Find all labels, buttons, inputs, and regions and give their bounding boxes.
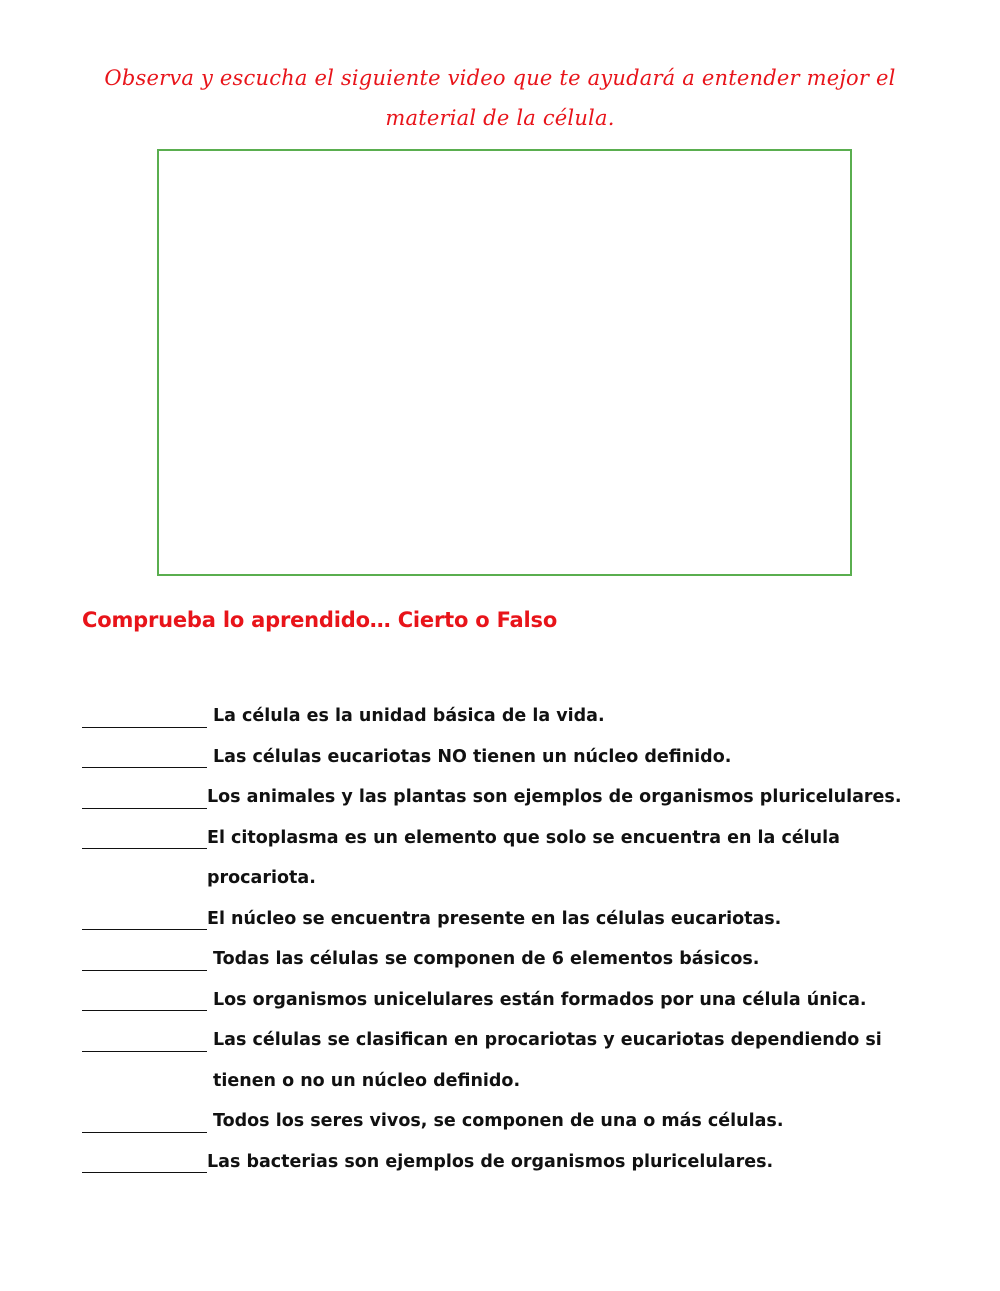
answer-blank-7[interactable] [80,980,207,1020]
instructions-line-1: Observa y escucha el siguiente video que te ayudará a entender mejor el [104,66,896,90]
question-text-continued: tienen o no un núcleo definido. [213,1070,521,1091]
question-5 [80,899,940,940]
question-text: Los organismos unicelulares están formados por una célula única. [213,989,867,1010]
question-text: La célula es la unidad básica de la vida. [213,706,605,726]
question-text: Las células eucariotas NO tienen un núcleo definido. [213,746,732,767]
answer-blank-1[interactable] [80,697,207,737]
true-false-questions [80,696,940,1182]
answer-blank-5[interactable] [80,899,207,939]
video-embed[interactable] [157,149,852,576]
question-3 [80,777,940,818]
question-text: Las células se clasifican en procariotas y eucariotas dependiendo si [213,1030,882,1050]
instructions-line-2: material de la célula. [385,106,615,130]
answer-blank-3[interactable] [80,778,207,818]
question-text: Los animales y las plantas son ejemplos de organismos pluricelulares. [207,787,902,807]
answer-blank-9[interactable] [80,1102,207,1142]
question-9 [80,1101,940,1142]
instructions [90,58,910,138]
question-6 [80,939,940,980]
question-text: El núcleo se encuentra presente en las células eucariotas. [207,908,782,929]
question-4 [80,818,940,899]
answer-blank-4[interactable] [80,818,207,858]
question-10 [80,1142,940,1183]
question-2 [80,737,940,778]
question-text: Todas las células se componen de 6 elementos básicos. [213,949,760,969]
answer-blank-10[interactable] [80,1142,207,1182]
question-text-continued: procariota. [207,868,316,888]
question-8 [80,1020,940,1101]
answer-blank-2[interactable] [80,737,207,777]
question-text: El citoplasma es un elemento que solo se encuentra en la célula [207,827,840,848]
answer-blank-8[interactable] [80,1021,207,1061]
question-7 [80,980,940,1021]
question-1 [80,696,940,737]
question-text: Todos los seres vivos, se componen de una o más células. [213,1111,784,1131]
answer-blank-6[interactable] [80,940,207,980]
question-text: Las bacterias son ejemplos de organismos pluricelulares. [207,1151,774,1172]
section-title: Comprueba lo aprendido… Cierto o Falso [82,608,558,632]
